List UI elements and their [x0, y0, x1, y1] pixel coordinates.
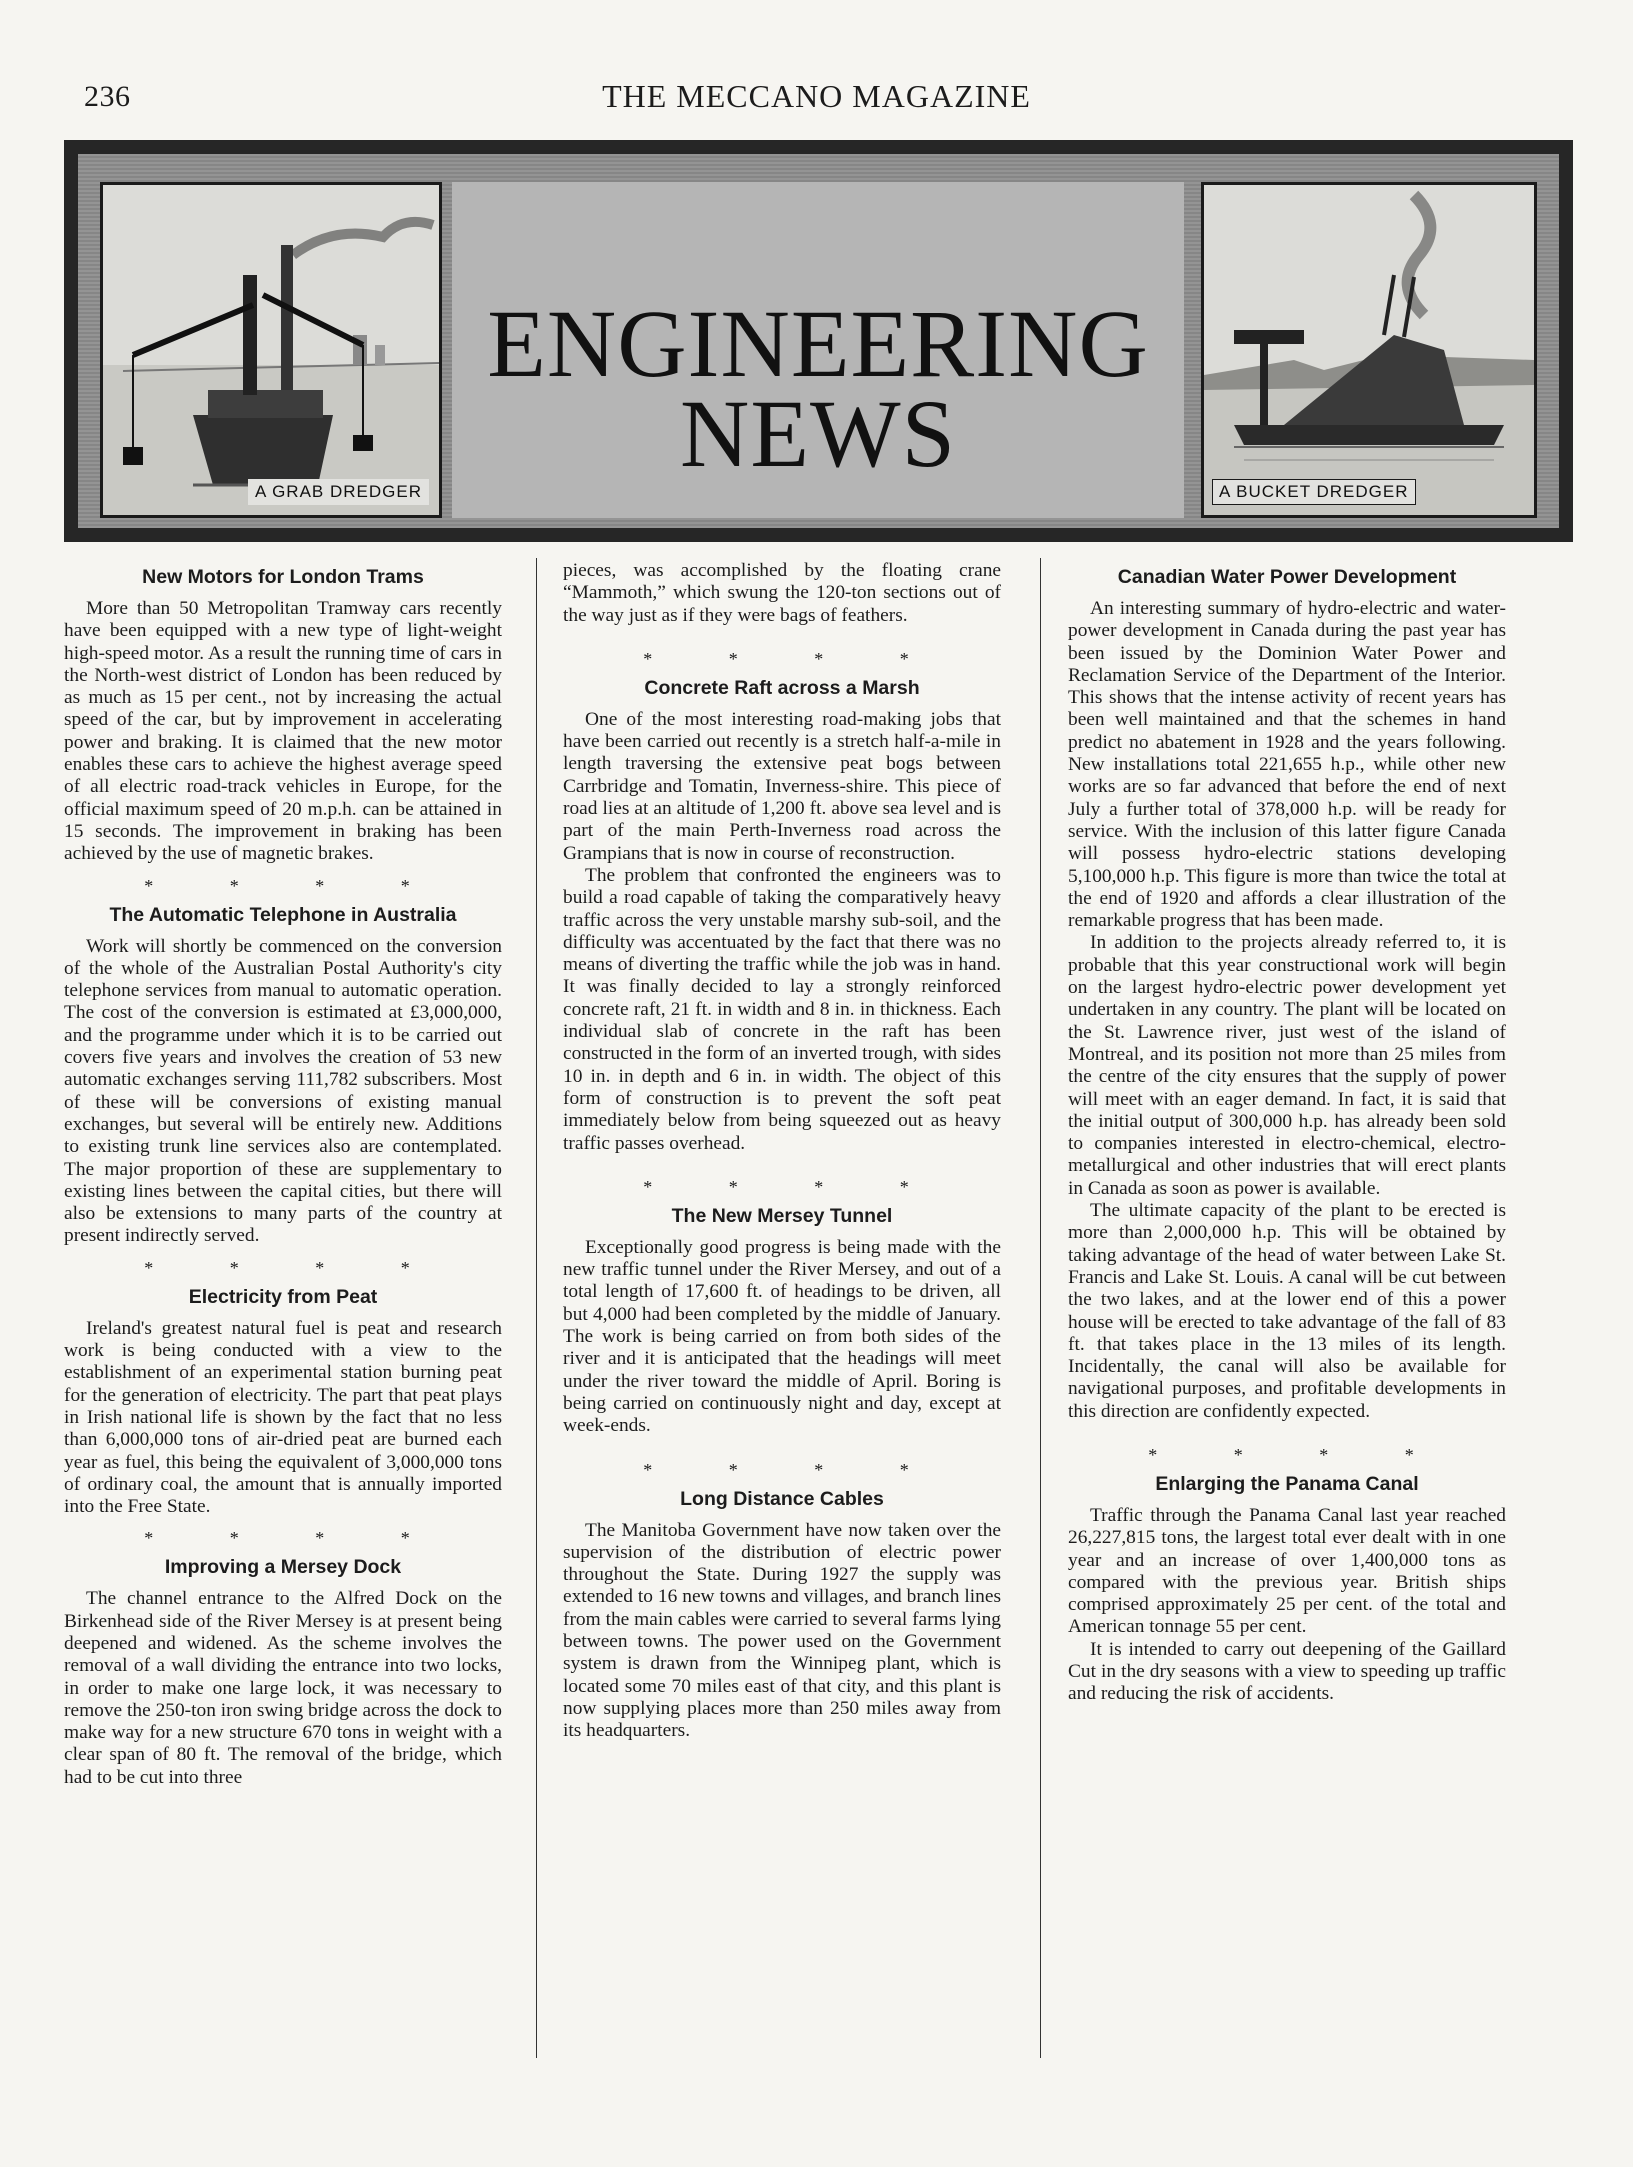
body-panama-2: It is intended to carry out deepening of the Gaillard Cut in the dry seasons with a view to speeding up traffic and reducing the risk of accidents.: [1068, 1638, 1506, 1705]
body-dock: The channel entrance to the Alfred Dock on the Birkenhead side of the River Mersey is at present being deepened and widened. As the scheme involves the removal of a wall dividing the entrance into two locks, in order to make one large lock, it was necessary to remove the 250-ton iron swing bridge across the dock to make way for a new structure 670 tons in weight with a clear span of 80 ft. The removal of the bridge, which had to be cut into three: [64, 1588, 502, 1788]
heading-raft: Concrete Raft across a Marsh: [644, 676, 920, 699]
separator-stars: * * * *: [144, 1528, 446, 1549]
grab-dredger-illustration: [100, 182, 442, 518]
body-canada-1: An interesting summary of hydro-electric and water-power development in Canada during the past year has been issued by the Dominion Water Power and Reclamation Service of the Department of the Interior. This shows that the intense activity of recent years has been well maintained and that the schemes in hand predict no abatement in 1928 and the years following. New installations total 221,655 h.p., while other new works are so far advanced that before the end of next July a further total of 378,000 h.p. will be ready for service. With the inclusion of this latter figure Canada will possess hydro-electric stations developing 5,100,000 h.p. This figure is more than twice the total at the end of 1920 and affords a clear illustration of the remarkable progress that has been made.: [1068, 598, 1506, 932]
title-panel: [452, 182, 1184, 518]
bucket-dredger-drawing: [1204, 185, 1534, 515]
bucket-dredger-illustration: [1201, 182, 1537, 518]
body-cables: The Manitoba Government have now taken over the supervision of the distribution of electric power throughout the State. During 1927 the supply was extended to 16 new towns and villages, and branch lines from the main cables were carried to several farms lying between towns. The power used on the Government system is drawn from the Winnipeg plant, which is located some 70 miles east of that city, and this plant is now supplying places more than 250 miles away from its headquarters.: [563, 1519, 1001, 1742]
body-telephone: Work will shortly be commenced on the conversion of the whole of the Australian Postal Authority's city telephone services from manual to automatic operation. The cost of the conversion is estimated at £3,000,000, and the programme under which it is to be carried out covers five years and involves the creation of 53 new automatic exchanges serving 111,782 subscribers. Most of these will be conversions of existing manual exchanges, but several will be entirely new. Additions to existing trunk line services also are contemplated. The major proportion of these are supplementary to existing lines between the capital cities, but there will also be extensions to many parts of the country at present indirectly served.: [64, 935, 502, 1247]
separator-stars: * * * *: [643, 1176, 945, 1197]
separator-stars: * * * *: [643, 1459, 945, 1480]
separator-stars: * * * *: [144, 1257, 446, 1278]
separator-stars: * * * *: [1148, 1444, 1450, 1465]
heading-trams: New Motors for London Trams: [142, 566, 424, 588]
body-peat: Ireland's greatest natural fuel is peat and research work is being conducted with a view to the establishment of an experimental station burning peat for the generation of electricity. The part that peat plays in Irish national life is shown by the fact that no less than 6,000,000 tons of air-dried peat are burned each year as fuel, this being the equivalent of 3,000,000 tons of ordinary coal, the amount that is annually imported into the Free State.: [64, 1317, 502, 1518]
heading-cables: Long Distance Cables: [680, 1487, 884, 1510]
grab-dredger-drawing: [103, 185, 439, 515]
body-tunnel: Exceptionally good progress is being made with the new traffic tunnel under the River Mersey, and out of a total length of 17,600 ft. of headings to be driven, all but 4,000 had been completed by the middle of January. The work is being carried on from both sides of the river and it is anticipated that the headings will meet under the river toward the middle of April. Boring is being carried on continuously night and day, except at week-ends.: [563, 1236, 1001, 1437]
body-trams: More than 50 Metropolitan Tramway cars recently have been equipped with a new type of light-weight high-speed motor. As a result the running time of cars in the North-west district of London has been reduced by as much as 15 per cent., not by increasing the actual speed of the car, but by improvement in accelerating power and braking. It is claimed that the new motor enables these cars to achieve the highest average speed of all electric road-track vehicles in Europe, for the official maximum speed of 20 m.p.h. can be attained in 15 seconds. The improvement in braking has been achieved by the use of magnetic brakes.: [64, 598, 502, 865]
magazine-title: THE MECCANO MAGAZINE: [602, 78, 1031, 114]
heading-tunnel: The New Mersey Tunnel: [671, 1204, 893, 1227]
body-canada-3: The ultimate capacity of the plant to be erected is more than 2,000,000 h.p. This will be obtained by taking advantage of the head of water between Lake St. Francis and Lake St. Louis. A canal will be cut between the two lakes, and at the lower end of this a power house will be erected to take advantage of the fall of 83 ft. that takes place in the 13 miles of its length. Incidentally, the canal will also be available for navigational purposes, and profitable developments in this direction are confidently expected.: [1068, 1200, 1506, 1422]
heading-telephone: The Automatic Telephone in Australia: [109, 903, 457, 926]
heading-canada: Canadian Water Power Development: [1117, 566, 1457, 588]
heading-dock: Improving a Mersey Dock: [164, 1556, 402, 1579]
grab-dredger-caption: A GRAB DREDGER: [248, 479, 429, 505]
column-3: [1068, 560, 1506, 1706]
column-2: [563, 560, 1001, 1742]
body-panama-1: Traffic through the Panama Canal last year reached 26,227,815 tons, the largest total ever dealt with in one year and an increase of over 1,400,000 tons as compared with the previous year. British ships comprised approximately 25 per cent. of the total and American tonnage 55 per cent.: [1068, 1504, 1506, 1638]
engineering-news-banner: [64, 140, 1573, 542]
body-canada-2: In addition to the projects already referred to, it is probable that this year constructional work will begin on the largest hydro-electric power development yet undertaken in any country. The plant will be located on the St. Lawrence river, just west of the island of Montreal, and its position not more than 25 miles from the centre of the city ensures that the supply of power will meet with an eager demand. In fact, it is said that the initial output of 300,000 h.p. has already been sold to companies interested in electro-chemical, electro-metallurgical and other industries that will erect plants in Canada as soon as power is available.: [1068, 932, 1506, 1199]
banner-title-line2: NEWS: [680, 380, 956, 487]
banner-background: [78, 154, 1559, 528]
heading-panama: Enlarging the Panama Canal: [1155, 1472, 1419, 1495]
banner-title-line1: ENGINEERING: [487, 290, 1149, 397]
column-divider-right: [1040, 558, 1041, 2058]
heading-peat: Electricity from Peat: [188, 1285, 378, 1308]
body-raft-2: The problem that confronted the engineers was to build a road capable of taking the comparatively heavy traffic across the very unstable marshy sub-soil, and the difficulty was accentuated by the fact that there was no means of diverting the traffic while the job was in hand. It was finally decided to lay a strongly reinforced concrete raft, 21 ft. in width and 8 in. in thickness. Each individual slab of concrete in the raft has been constructed in the form of an inverted trough, with sides 10 in. in depth and 6 in. in width. The object of this form of construction is to prevent the soft peat immediately below from being squeezed out as heavy traffic passes overhead.: [563, 864, 1001, 1154]
separator-stars: * * * *: [144, 875, 446, 896]
page-number: 236: [84, 80, 131, 113]
column-1: [64, 560, 502, 1789]
body-raft-1: One of the most interesting road-making jobs that have been carried out recently is a stretch half-a-mile in length traversing the extensive peat bogs between Carrbridge and Tomatin, Inverness-shire. This piece of road lies at an altitude of 1,200 ft. above sea level and is part of the main Perth-Inverness road across the Grampians that is now in course of reconstruction.: [563, 708, 1001, 864]
separator-stars: * * * *: [643, 648, 945, 669]
column-divider-left: [536, 558, 537, 2058]
bucket-dredger-caption: A BUCKET DREDGER: [1212, 479, 1416, 505]
body-dock-continued: pieces, was accomplished by the floating crane “Mammoth,” which swung the 120-ton sections out of the way just as if they were bags of feathers.: [563, 560, 1001, 626]
